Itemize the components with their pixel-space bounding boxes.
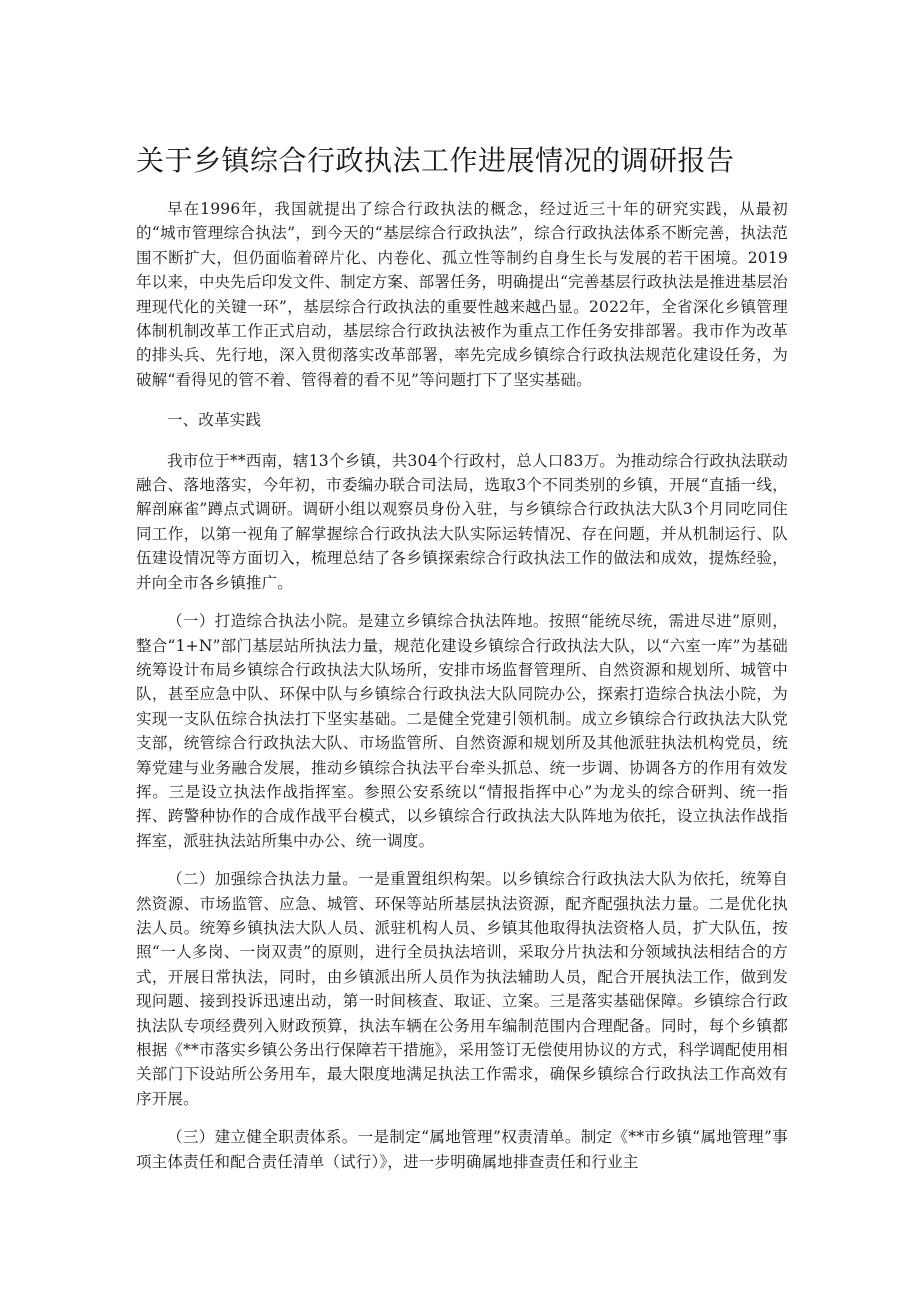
paragraph-subsection-1: （一）打造综合执法小院。是建立乡镇综合执法阵地。按照“能统尽统，需进尽进”原则，整合“1+N”部门基层站所执法力量，规范化建设乡镇综合行政执法大队，以“六室一库”为基础统筹设计布局乡镇综合行政执法大队场所，安排市场监督管理所、自然资源和规划所、城管中队，甚至应急中队、环保中队与乡镇综合行政执法大队同院办公，探索打造综合执法小院，为实现一支队伍综合执法打下坚实基础。二是健全党建引领机制。成立乡镇综合行政执法大队党支部，统管综合行政执法大队、市场监管所、自然资源和规划所及其他派驻执法机构党员，统筹党建与业务融合发展，推动乡镇综合执法平台牵头抓总、统一步调、协调各方的作用有效发挥。三是设立执法作战指挥室。参照公安系统以“情报指挥中心”为龙头的综合研判、统一指挥、跨警种协作的合成作战平台模式，以乡镇综合行政执法大队阵地为依托，设立执法作战指挥室，派驻执法站所集中办公、统一调度。 xyxy=(136,612,788,850)
paragraph-intro: 早在1996年，我国就提出了综合行政执法的概念，经过近三十年的研究实践，从最初的“城市管理综合执法”，到今天的“基层综合行政执法”，综合行政执法体系不断完善，执法范围不断扩大，但仍面临着碎片化、内卷化、孤立性等制约自身生长与发展的若干困境。2019年以来，中央先后印发文件、制定方案、部署任务，明确提出“完善基层行政执法是推进基层治理现代化的关键一环”，基层综合行政执法的重要性越来越凸显。2022年，全省深化乡镇管理体制机制改革工作正式启动，基层综合行政执法被作为重点工作任务安排部署。我市作为改革的排头兵、先行地，深入贯彻落实改革部署，率先完成乡镇综合行政执法规范化建设任务，为破解“看得见的管不着、管得着的看不见”等问题打下了坚实基础。 xyxy=(136,200,788,389)
document-title: 关于乡镇综合行政执法工作进展情况的调研报告 xyxy=(136,144,735,177)
document-body xyxy=(136,197,788,1186)
paragraph-subsection-2: （二）加强综合执法力量。一是重置组织构架。以乡镇综合行政执法大队为依托，统筹自然资源、市场监管、应急、城管、环保等站所基层执法资源，配齐配强执法力量。二是优化执法人员。统筹乡镇执法大队人员、派驻机构人员、乡镇其他取得执法资格人员，扩大队伍，按照“一人多岗、一岗双责”的原则，进行全员执法培训，采取分片执法和分领域执法相结合的方式，开展日常执法，同时，由乡镇派出所人员作为执法辅助人员，配合开展执法工作，做到发现问题、接到投诉迅速出动，第一时间核查、取证、立案。三是落实基础保障。乡镇综合行政执法队专项经费列入财政预算，执法车辆在公务用车编制范围内合理配备。同时，每个乡镇都根据《**市落实乡镇公务出行保障若干措施》，采用签订无偿使用协议的方式，科学调配使用相关部门下设站所公务用车，最大限度地满足执法工作需求，确保乡镇综合行政执法工作高效有序开展。 xyxy=(136,870,788,1108)
paragraph-city-overview: 我市位于**西南，辖13个乡镇，共304个行政村，总人口83万。为推动综合行政执法联动融合、落地落实，今年初，市委编办联合司法局，选取3个不同类别的乡镇，开展“直插一线，解剖麻雀”蹲点式调研。调研小组以观察员身份入驻，与乡镇综合行政执法大队3个月同吃同住同工作，以第一视角了解掌握综合行政执法大队实际运转情况、存在问题，并从机制运行、队伍建设情况等方面切入，梳理总结了各乡镇探索综合行政执法工作的做法和成效，提炼经验，并向全市各乡镇推广。 xyxy=(136,451,788,592)
section-heading-reform-practice: 一、改革实践 xyxy=(167,411,262,430)
paragraph-subsection-3: （三）建立健全职责体系。一是制定“属地管理”权责清单。制定《**市乡镇“属地管理”事项主体责任和配合责任清单（试行）》，进一步明确属地排查责任和行业主 xyxy=(136,1128,788,1171)
